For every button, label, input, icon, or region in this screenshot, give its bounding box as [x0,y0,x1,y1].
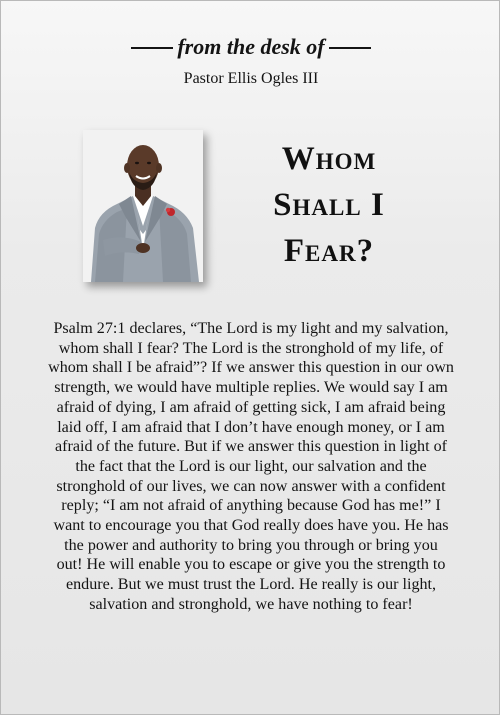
author-name: Pastor Ellis Ogles III [183,70,319,87]
body-line: whom shall I be afraid”? If we answer this question in our own [48,359,454,377]
from-the-desk-text: from the desk of [177,34,325,59]
sermon-title [229,136,429,274]
body-line: Psalm 27:1 declares, “The Lord is my light and my salvation, [53,320,449,337]
title-line: Shall I [273,187,385,223]
body-line: want to encourage you that God really does have you. He has [53,517,449,535]
body-line: whom shall I fear? The Lord is the stronghold of my life, of [58,339,444,357]
right-rule [329,47,371,49]
body-line: out! He will enable you to escape or give you the strength to [56,556,446,574]
body-line: afraid of dying, I am afraid of getting sick, I am afraid being [56,398,446,416]
body-line: endure. But we must trust the Lord. He really is our light, [65,576,437,594]
left-rule [131,47,173,49]
pastor-photo [83,130,203,282]
body-line: reply; “I am not afraid of anything because God has me!” I [61,497,441,515]
body-line: strength, we would have multiple replies. We would say I am [54,379,448,397]
title-line: Fear? [283,233,375,269]
body-line: stronghold of our lives, we can now answer with a confident [56,477,446,495]
from-the-desk-heading [1,34,500,60]
body-line: the power and authority to bring you through or bring you [64,536,438,554]
body-line: salvation and stronghold, we have nothing to fear! [89,595,413,613]
title-line: Whom [281,141,377,177]
body-line: laid off, I am afraid that I don’t have enough money, or I am [57,418,445,436]
devotional-body [23,319,479,615]
body-line: the fact that the Lord is our light, our salvation and the [75,457,427,475]
pastor-portrait-icon [83,130,203,282]
body-line: afraid of the future. But if we answer this question in light of [55,438,447,456]
